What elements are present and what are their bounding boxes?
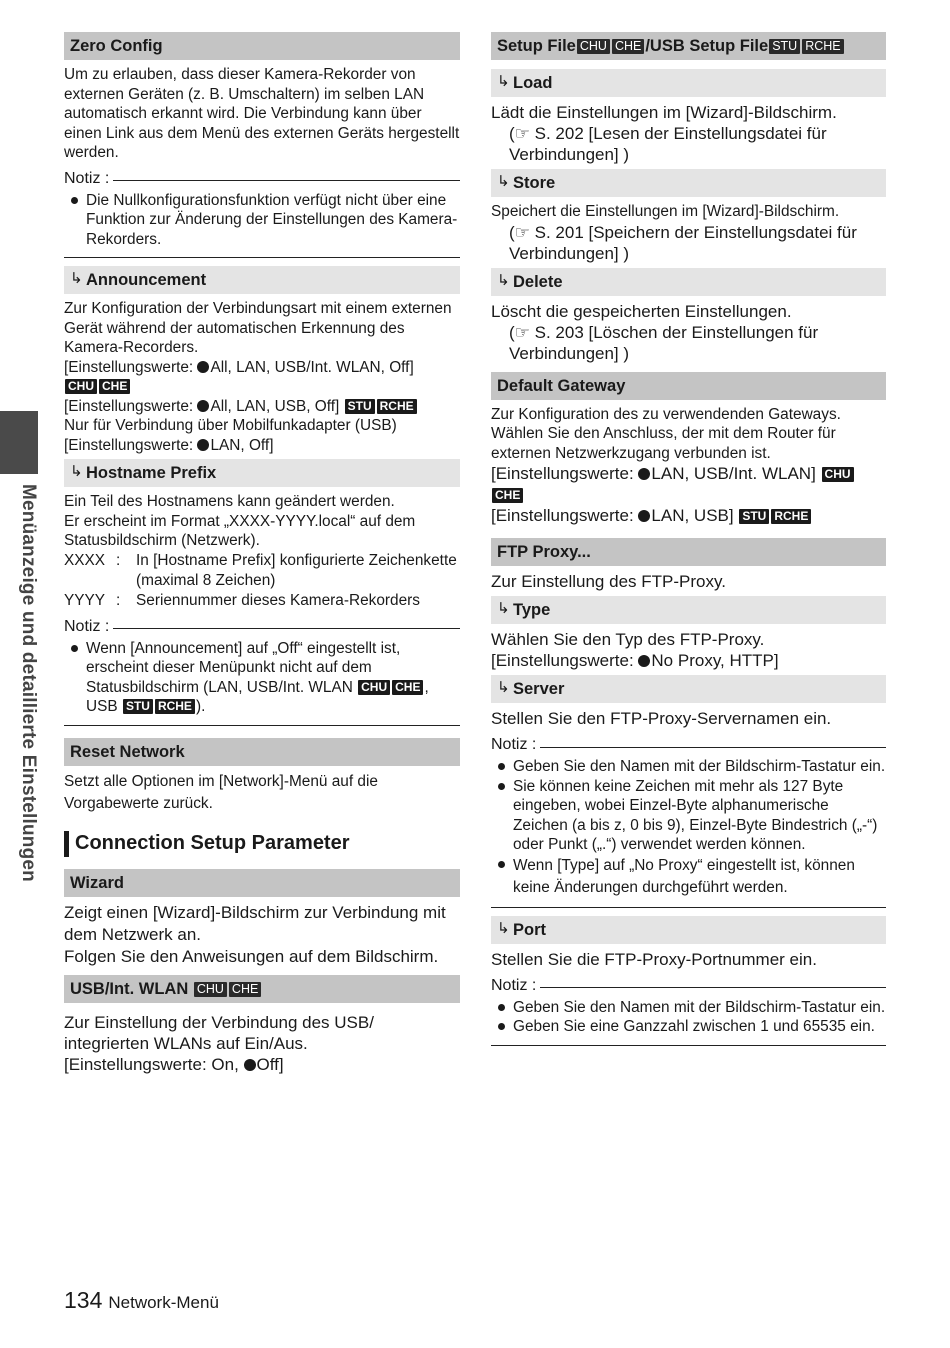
hostname-description-1: Ein Teil des Hostnamens kann geändert werden. bbox=[64, 493, 395, 510]
announcement-values-mobile: [Einstellungswerte: LAN, Off] bbox=[64, 436, 274, 454]
section-usb-wlan-header: USB/Int. WLAN CHU CHE bbox=[64, 975, 460, 1003]
page-footer bbox=[64, 1287, 219, 1314]
divider bbox=[64, 257, 460, 258]
default-marker-icon bbox=[244, 1059, 256, 1071]
divider bbox=[64, 725, 460, 726]
announcement-description: Zur Konfiguration der Verbindungsart mit einem externen Gerät während der automatischen Erkennung des Kamera-Recorders. bbox=[64, 300, 452, 356]
default-marker-icon bbox=[197, 439, 209, 451]
section-ftp-proxy-header: FTP Proxy... bbox=[491, 538, 886, 566]
section-setup-file-header: Setup File CHU CHE /USB Setup File STU RCHE bbox=[491, 32, 886, 60]
item-announcement-header: ↳ Announcement bbox=[64, 266, 460, 294]
type-values: [Einstellungswerte: No Proxy, HTTP] bbox=[491, 651, 779, 670]
model-tag-che: CHE bbox=[492, 488, 523, 503]
delete-reference: (☞ S. 203 [Löschen der Einstellungen für Verbindungen] ) bbox=[509, 322, 819, 363]
model-tag-stu: STU bbox=[769, 39, 800, 54]
store-description: Speichert die Einstellungen im [Wizard]-Bildschirm. bbox=[491, 203, 840, 220]
delete-description: Löscht die gespeicherten Einstellungen. bbox=[491, 301, 792, 321]
wizard-description-1: Zeigt einen [Wizard]-Bildschirm zur Verbindung mit dem Netzwerk an. bbox=[64, 902, 446, 944]
submenu-arrow-icon: ↳ bbox=[70, 270, 83, 287]
model-tag-chu: CHU bbox=[577, 39, 610, 54]
hostname-note-header: Notiz : bbox=[64, 615, 460, 639]
model-tag-rche: RCHE bbox=[771, 509, 811, 524]
default-marker-icon bbox=[197, 400, 209, 412]
model-tag-chu: CHU bbox=[822, 467, 854, 482]
store-reference: (☞ S. 201 [Speichern der Einstellungsdatei für Verbindungen] ) bbox=[509, 222, 857, 263]
submenu-arrow-icon: ↳ bbox=[497, 271, 510, 289]
right-column bbox=[491, 32, 886, 1054]
server-note-item: Wenn [Type] auf „No Proxy“ eingestellt ist, können keine Änderungen durchgeführt werden. bbox=[491, 855, 886, 899]
model-tag-rche: RCHE bbox=[377, 399, 417, 414]
announcement-values-stu-rche: [Einstellungswerte: All, LAN, USB, Off] STU RCHE bbox=[64, 397, 460, 417]
port-note-header: Notiz : bbox=[491, 974, 886, 998]
zero-config-note-header: Notiz : bbox=[64, 167, 460, 191]
port-note-item: Geben Sie den Namen mit der Bildschirm-Tastatur ein. bbox=[491, 998, 886, 1018]
zero-config-note-item: Die Nullkonfigurationsfunktion verfügt nicht über eine Funktion zur Änderung der Einstellungen des Kamera-Rekorders. bbox=[64, 191, 460, 250]
section-wizard-header: Wizard bbox=[64, 869, 460, 897]
usb-wlan-description: Zur Einstellung der Verbindung des USB/ integrierten WLANs auf Ein/Aus. bbox=[64, 1012, 374, 1053]
model-tag-rche: RCHE bbox=[155, 699, 195, 714]
page-number: 134 bbox=[64, 1287, 103, 1313]
zero-config-description: Um zu erlauben, dass dieser Kamera-Rekorder von externen Geräten (z. B. Umschaltern) im selben LAN automatisch erkannt wird. Die Verbindung kann über einen Link aus dem Menü des externen Geräts hergestellt werden. bbox=[64, 66, 460, 161]
item-type-header: ↳ Type bbox=[491, 596, 886, 624]
submenu-arrow-icon: ↳ bbox=[497, 679, 510, 696]
model-tag-che: CHE bbox=[229, 982, 261, 997]
default-marker-icon bbox=[638, 510, 650, 522]
side-tab-label: Menüanzeige und detaillierte Einstellungen bbox=[18, 484, 39, 882]
submenu-arrow-icon: ↳ bbox=[497, 173, 510, 190]
model-tag-che: CHE bbox=[392, 680, 423, 695]
announcement-mobile-note: Nur für Verbindung über Mobilfunkadapter (USB) bbox=[64, 417, 397, 434]
type-description: Wählen Sie den Typ des FTP-Proxy. bbox=[491, 630, 765, 649]
model-tag-chu: CHU bbox=[358, 680, 390, 695]
model-tag-stu: STU bbox=[739, 509, 769, 524]
hostname-format-row: YYYY : Seriennummer dieses Kamera-Rekorders bbox=[64, 591, 420, 609]
submenu-arrow-icon: ↳ bbox=[70, 463, 83, 480]
model-tag-stu: STU bbox=[123, 699, 153, 714]
section-zero-config-header: Zero Config bbox=[64, 32, 460, 60]
default-gateway-values-chu-che: [Einstellungswerte: LAN, USB/Int. WLAN] CHU CHE bbox=[491, 463, 886, 505]
default-gateway-values-stu-rche: [Einstellungswerte: LAN, USB] STU RCHE bbox=[491, 505, 886, 526]
hostname-description-2: Er erscheint im Format „XXXX-YYYY.local“ auf dem Statusbildschirm (Netzwerk). bbox=[64, 512, 416, 549]
hostname-format-row: XXXX : In [Hostname Prefix] konfigurierte Zeichenkette (maximal 8 Zeichen) bbox=[64, 551, 457, 589]
server-note-item: Sie können keine Zeichen mit mehr als 127 Byte eingeben, wobei Einzel-Byte alphanumerische Zeichen (a bis z, 0 bis 9), Einzel-Byte Bindestrich („-“) oder Punkt („.“) verwendet werden können. bbox=[491, 777, 886, 855]
divider bbox=[491, 907, 886, 908]
announcement-values-chu-che: [Einstellungswerte: All, LAN, USB/Int. WLAN, Off] CHU CHE bbox=[64, 358, 414, 393]
item-delete-header: ↳ Delete bbox=[491, 268, 886, 296]
side-tab-marker bbox=[0, 411, 38, 474]
section-default-gateway-header: Default Gateway bbox=[491, 372, 886, 400]
submenu-arrow-icon: ↳ bbox=[497, 919, 510, 937]
divider bbox=[491, 1045, 886, 1046]
model-tag-che: CHE bbox=[612, 39, 644, 54]
server-description: Stellen Sie den FTP-Proxy-Servernamen ein. bbox=[491, 709, 832, 728]
model-tag-che: CHE bbox=[99, 379, 130, 394]
port-description: Stellen Sie die FTP-Proxy-Portnummer ein. bbox=[491, 949, 817, 969]
model-tag-rche: RCHE bbox=[802, 39, 843, 54]
wizard-description-2: Folgen Sie den Anweisungen auf dem Bildschirm. bbox=[64, 946, 439, 966]
item-store-header: ↳ Store bbox=[491, 169, 886, 197]
server-note-item: Geben Sie den Namen mit der Bildschirm-Tastatur ein. bbox=[491, 757, 886, 777]
default-gateway-description: Zur Konfiguration des zu verwendenden Gateways. Wählen Sie den Anschluss, der mit dem Router für externen Netzwerkzugang verbunden ist. bbox=[491, 405, 841, 462]
item-port-header: ↳ Port bbox=[491, 916, 886, 944]
connection-setup-heading: Connection Setup Parameter bbox=[64, 831, 460, 857]
default-marker-icon bbox=[638, 468, 650, 480]
submenu-arrow-icon: ↳ bbox=[497, 73, 510, 90]
model-tag-chu: CHU bbox=[65, 379, 97, 394]
left-column bbox=[64, 32, 460, 1075]
item-load-header: ↳ Load bbox=[491, 69, 886, 97]
hostname-note-item: Wenn [Announcement] auf „Off“ eingestellt ist, erscheint dieser Menüpunkt nicht auf dem Statusbildschirm (LAN, USB/Int. WLAN CHU CHE , USB STU RCHE ). bbox=[64, 639, 460, 717]
item-server-header: ↳ Server bbox=[491, 675, 886, 703]
load-reference: (☞ S. 202 [Lesen der Einstellungsdatei für Verbindungen] ) bbox=[509, 124, 827, 164]
server-note-header: Notiz : bbox=[491, 733, 886, 757]
reset-network-description: Setzt alle Optionen im [Network]-Menü auf die Vorgabewerte zurück. bbox=[64, 772, 378, 812]
submenu-arrow-icon: ↳ bbox=[497, 600, 510, 617]
model-tag-chu: CHU bbox=[194, 982, 227, 997]
section-reset-network-header: Reset Network bbox=[64, 738, 460, 766]
footer-section-label: Network-Menü bbox=[108, 1293, 219, 1312]
ftp-proxy-description: Zur Einstellung des FTP-Proxy. bbox=[491, 572, 726, 591]
default-marker-icon bbox=[197, 361, 209, 373]
default-marker-icon bbox=[638, 655, 650, 667]
model-tag-stu: STU bbox=[345, 399, 375, 414]
load-description: Lädt die Einstellungen im [Wizard]-Bildschirm. bbox=[491, 103, 837, 122]
port-note-item: Geben Sie eine Ganzzahl zwischen 1 und 65535 ein. bbox=[491, 1017, 886, 1037]
usb-wlan-values: [Einstellungswerte: On, Off] bbox=[64, 1054, 284, 1074]
item-hostname-prefix-header: ↳ Hostname Prefix bbox=[64, 459, 460, 487]
